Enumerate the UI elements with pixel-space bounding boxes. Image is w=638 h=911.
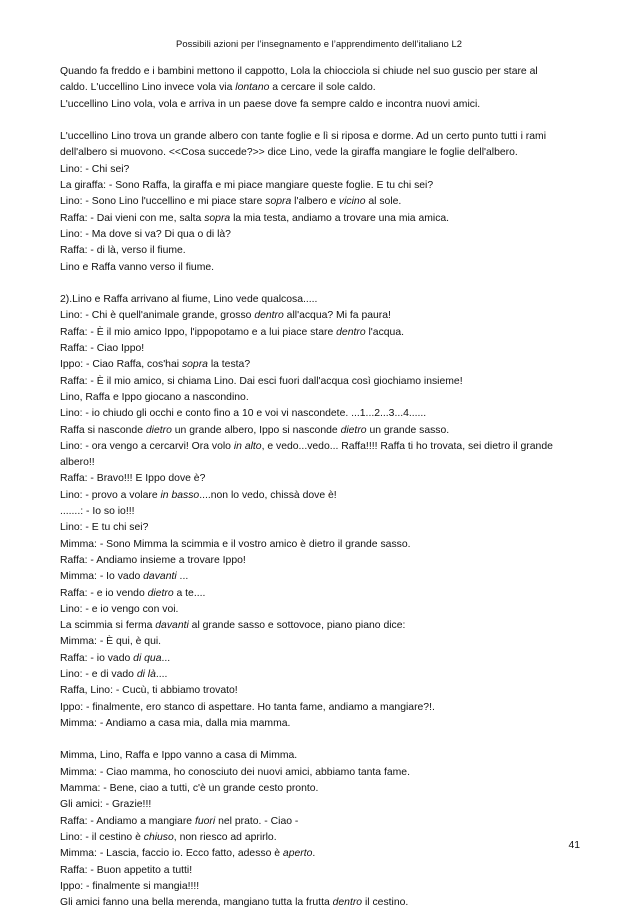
text-segment: Raffa: - Andiamo insieme a trovare Ippo! (60, 554, 246, 566)
text-segment: . (312, 848, 316, 860)
italic-text: lontano (235, 82, 270, 94)
text-line (60, 863, 580, 879)
italic-text: dietro (145, 424, 172, 436)
italic-text: sopra (265, 196, 292, 208)
text-segment: Ippo: - Ciao Raffa, cos'hai (60, 359, 182, 371)
text-line (60, 814, 580, 830)
text-segment: Raffa: - È il mio amico, si chiama Lino. Dai esci fuori dall'acqua così giochiamo insieme! (60, 375, 463, 387)
text-line (60, 504, 580, 520)
text-segment: al grande sasso e sottovoce, piano piano dice: (188, 620, 406, 632)
text-line (60, 211, 580, 227)
text-line (60, 390, 580, 406)
italic-text: chiuso (143, 831, 174, 843)
text-segment: Mimma: - Ciao mamma, ho conosciuto dei nuovi amici, abbiamo tanta fame. (60, 766, 410, 778)
text-segment: Lino: - E tu chi sei? (60, 522, 149, 534)
text-segment: all'acqua? Mi fa paura! (283, 310, 391, 322)
text-segment: nel prato. - Ciao - (215, 815, 299, 827)
text-segment: Lino: - Ma dove si va? Di qua o di là? (60, 228, 231, 240)
text-line (60, 602, 580, 618)
text-line (60, 520, 580, 536)
text-segment: Mimma: - Lascia, faccio io. Ecco fatto, adesso è (60, 848, 283, 860)
italic-text: davanti (143, 571, 177, 583)
text-segment: Lino: - Sono Lino l'uccellino e mi piace stare (60, 196, 266, 208)
italic-text: sopra (204, 212, 231, 224)
text-segment: ... (161, 652, 171, 664)
text-line (60, 846, 580, 862)
italic-text: in basso (160, 489, 200, 501)
text-line (60, 471, 580, 487)
text-line (60, 178, 580, 194)
text-line (60, 406, 580, 422)
text-segment: Lino: - Chi è quell'animale grande, grosso (60, 310, 255, 322)
text-line (60, 423, 580, 439)
text-line (60, 765, 580, 781)
italic-text: dietro (340, 424, 367, 436)
text-line (60, 439, 580, 455)
text-segment: La scimmia si ferma (60, 620, 156, 632)
text-segment: Raffa: - Bravo!!! E Ippo dove è? (60, 473, 206, 485)
text-line (60, 357, 580, 373)
text-segment: albero!! (60, 457, 95, 469)
text-line (60, 260, 580, 276)
text-line (60, 895, 580, 911)
text-segment: L'uccellino Lino vola, vola e arriva in un paese dove fa sempre caldo e incontra nuovi amici. (60, 98, 481, 110)
document-body (60, 64, 580, 911)
text-segment: la testa? (207, 359, 251, 371)
text-line (60, 667, 580, 683)
text-segment: Raffa: - Buon appetito a tutti! (60, 864, 193, 876)
text-segment: Quando fa freddo e i bambini mettono il cappotto, Lola la chiocciola si chiude nel suo guscio per stare al (60, 66, 538, 77)
italic-text: vicino (338, 196, 366, 208)
italic-text: sopra (181, 359, 208, 371)
text-segment: ... (176, 571, 189, 583)
italic-text: dentro (332, 897, 363, 909)
italic-text: in alto (233, 440, 262, 452)
text-line (60, 308, 580, 324)
text-line (60, 194, 580, 210)
italic-text: davanti (155, 620, 189, 632)
text-line (60, 781, 580, 797)
text-segment: un grande albero, Ippo si nasconde (171, 424, 341, 436)
text-line (60, 683, 580, 699)
italic-text: aperto (282, 848, 313, 860)
text-line (60, 651, 580, 667)
italic-text: dietro (147, 587, 174, 599)
text-segment: Lino: - il cestino è (60, 831, 144, 843)
text-line (60, 292, 580, 308)
text-line (60, 618, 580, 634)
text-line (60, 162, 580, 178)
text-segment: , non riesco ad aprirlo. (173, 831, 277, 843)
page-number: 41 (568, 840, 580, 851)
text-segment: la mia testa, andiamo a trovare una mia amica. (230, 212, 450, 224)
text-line (60, 716, 580, 732)
text-segment: Raffa, Lino: - Cucù, ti abbiamo trovato! (60, 685, 238, 697)
text-segment: Mimma: - Io vado (60, 571, 144, 583)
text-segment: L'uccellino Lino trova un grande albero con tante foglie e lì si riposa e dorme. Ad un certo punto tutti i rami (60, 131, 547, 143)
text-line (60, 455, 580, 471)
text-segment: Ippo: - finalmente, ero stanco di aspettare. Ho tanta fame, andiamo a mangiare?!. (60, 701, 435, 713)
text-segment: Lino: - e di vado (60, 668, 137, 680)
text-segment: Mimma: - Andiamo a casa mia, dalla mia mamma. (60, 717, 291, 729)
paragraph-gap (60, 276, 580, 292)
text-segment: Lino: - Chi sei? (60, 163, 130, 175)
text-line (60, 129, 580, 145)
italic-text: di là (136, 668, 156, 680)
text-line (60, 341, 580, 357)
text-segment: .... (155, 668, 168, 680)
text-line (60, 97, 580, 113)
text-line (60, 537, 580, 553)
text-segment: Ippo: - finalmente si mangia!!!! (60, 880, 200, 892)
italic-text: dentro (254, 310, 284, 322)
text-line (60, 797, 580, 813)
text-line (60, 700, 580, 716)
text-segment: Mimma: - È qui, è qui. (60, 636, 162, 648)
text-line (60, 374, 580, 390)
text-line (60, 634, 580, 650)
text-segment: , e vedo...vedo... Raffa!!!! Raffa ti ho trovata, sei dietro il grande (261, 440, 553, 452)
text-line (60, 569, 580, 585)
text-segment: a cercare il sole caldo. (269, 82, 376, 94)
text-segment: Lino, Raffa e Ippo giocano a nascondino. (60, 391, 249, 403)
text-segment: Lino: - provo a volare (60, 489, 161, 501)
text-line (60, 830, 580, 846)
text-segment: Raffa: - io vado (60, 652, 134, 664)
text-line (60, 243, 580, 259)
text-line (60, 748, 580, 764)
text-line (60, 227, 580, 243)
text-segment: il cestino. (362, 897, 409, 909)
text-segment: un grande sasso. (366, 424, 450, 436)
paragraph-gap (60, 732, 580, 748)
text-segment: Lino e Raffa vanno verso il fiume. (60, 261, 215, 273)
page-header: Possibili azioni per l’insegnamento e l’apprendimento dell’italiano L2 (176, 38, 462, 49)
text-segment: Lino: - e io vengo con voi. (60, 603, 179, 615)
text-segment: Mimma, Lino, Raffa e Ippo vanno a casa di Mimma. (60, 750, 298, 762)
text-line (60, 325, 580, 341)
text-segment: La giraffa: - Sono Raffa, la giraffa e mi piace mangiare queste foglie. E tu chi sei? (60, 180, 434, 192)
text-segment: Gli amici fanno una bella merenda, mangiano tutta la frutta (60, 897, 333, 909)
text-segment: Lino: - ora vengo a cercarvi! Ora volo (60, 440, 234, 452)
text-segment: Gli amici: - Grazie!!! (60, 799, 152, 811)
paragraph-gap (60, 113, 580, 129)
text-segment: Raffa si nasconde (60, 424, 146, 436)
text-segment: 2).Lino e Raffa arrivano al fiume, Lino vede qualcosa..... (60, 294, 318, 306)
text-line (60, 488, 580, 504)
italic-text: dentro (336, 326, 366, 338)
text-segment: ....non lo vedo, chissà dove è! (199, 489, 337, 501)
text-line (60, 586, 580, 602)
text-segment: l'albero e (291, 196, 339, 208)
text-segment: Raffa: - Ciao Ippo! (60, 343, 145, 355)
text-segment: l'acqua. (365, 326, 404, 338)
text-line (60, 553, 580, 569)
text-segment: caldo. L'uccellino Lino invece vola via (60, 82, 236, 94)
text-line (60, 80, 580, 96)
text-segment: Lino: - io chiudo gli occhi e conto fino a 10 e voi vi nascondete. ...1...2...3...4...... (60, 408, 427, 420)
text-segment: Mamma: - Bene, ciao a tutti, c'è un grande cesto pronto. (60, 783, 319, 795)
italic-text: di qua (133, 652, 162, 664)
text-segment: a te.... (173, 587, 206, 599)
text-line (60, 64, 580, 80)
text-segment: Raffa: - Dai vieni con me, salta (60, 212, 205, 224)
text-segment: Raffa: - È il mio amico Ippo, l'ippopotamo e a lui piace stare (60, 326, 337, 338)
text-line (60, 145, 580, 161)
text-segment: Raffa: - e io vendo (60, 587, 148, 599)
italic-text: fuori (194, 815, 216, 827)
text-segment: .......: - Io so io!!! (60, 506, 135, 518)
text-segment: dell'albero si muovono. <<Cosa succede?>> dice Lino, vede la giraffa mangiare le foglie dell'albero. (60, 147, 518, 159)
text-segment: Raffa: - Andiamo a mangiare (60, 815, 195, 827)
text-segment: Mimma: - Sono Mimma la scimmia e il vostro amico è dietro il grande sasso. (60, 538, 411, 550)
text-segment: al sole. (365, 196, 402, 208)
text-segment: Raffa: - di là, verso il fiume. (60, 245, 186, 257)
text-line (60, 879, 580, 895)
